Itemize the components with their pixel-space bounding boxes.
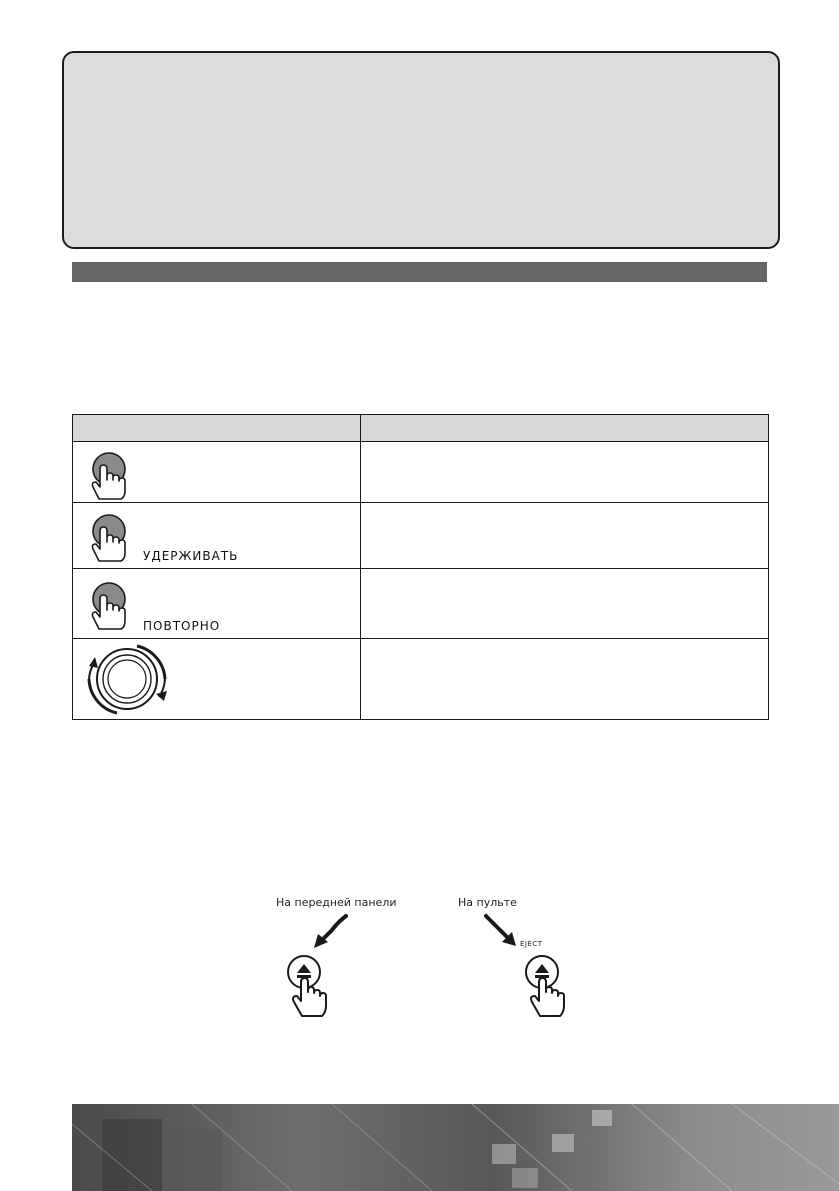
gesture-cell (73, 503, 360, 568)
gesture-cell (73, 441, 360, 502)
repeat-label: ПОВТОРНО (143, 619, 221, 633)
arrow-down-left-icon (310, 910, 350, 950)
front-eject-button-icon[interactable] (278, 952, 338, 1018)
description-cell (360, 569, 768, 638)
description-cell (360, 503, 768, 568)
footer-texture (72, 1104, 839, 1191)
press-hold-icon (83, 509, 139, 563)
remote-eject-button-icon[interactable] (516, 952, 576, 1018)
remote-label: На пульте (458, 896, 517, 909)
rotary-knob-icon (81, 641, 191, 717)
eject-illustration (262, 890, 582, 1020)
gesture-cell (73, 639, 360, 719)
table-row (73, 441, 768, 503)
info-box (62, 51, 780, 249)
press-repeat-icon (83, 577, 139, 631)
description-cell (360, 441, 768, 502)
table-header (73, 415, 768, 442)
table-row (73, 639, 768, 719)
footer-decorative-band (72, 1104, 839, 1191)
front-panel-label: На передней панели (276, 896, 397, 909)
arrow-down-right-icon (480, 910, 520, 950)
table-row (73, 503, 768, 569)
press-icon (83, 447, 139, 501)
gesture-table (72, 414, 769, 720)
remote-eject-label: EJECT (520, 940, 543, 948)
description-cell (360, 639, 768, 719)
table-row (73, 569, 768, 639)
section-header-bar (72, 262, 767, 282)
hold-label: УДЕРЖИВАТЬ (143, 549, 239, 563)
gesture-cell (73, 569, 360, 638)
